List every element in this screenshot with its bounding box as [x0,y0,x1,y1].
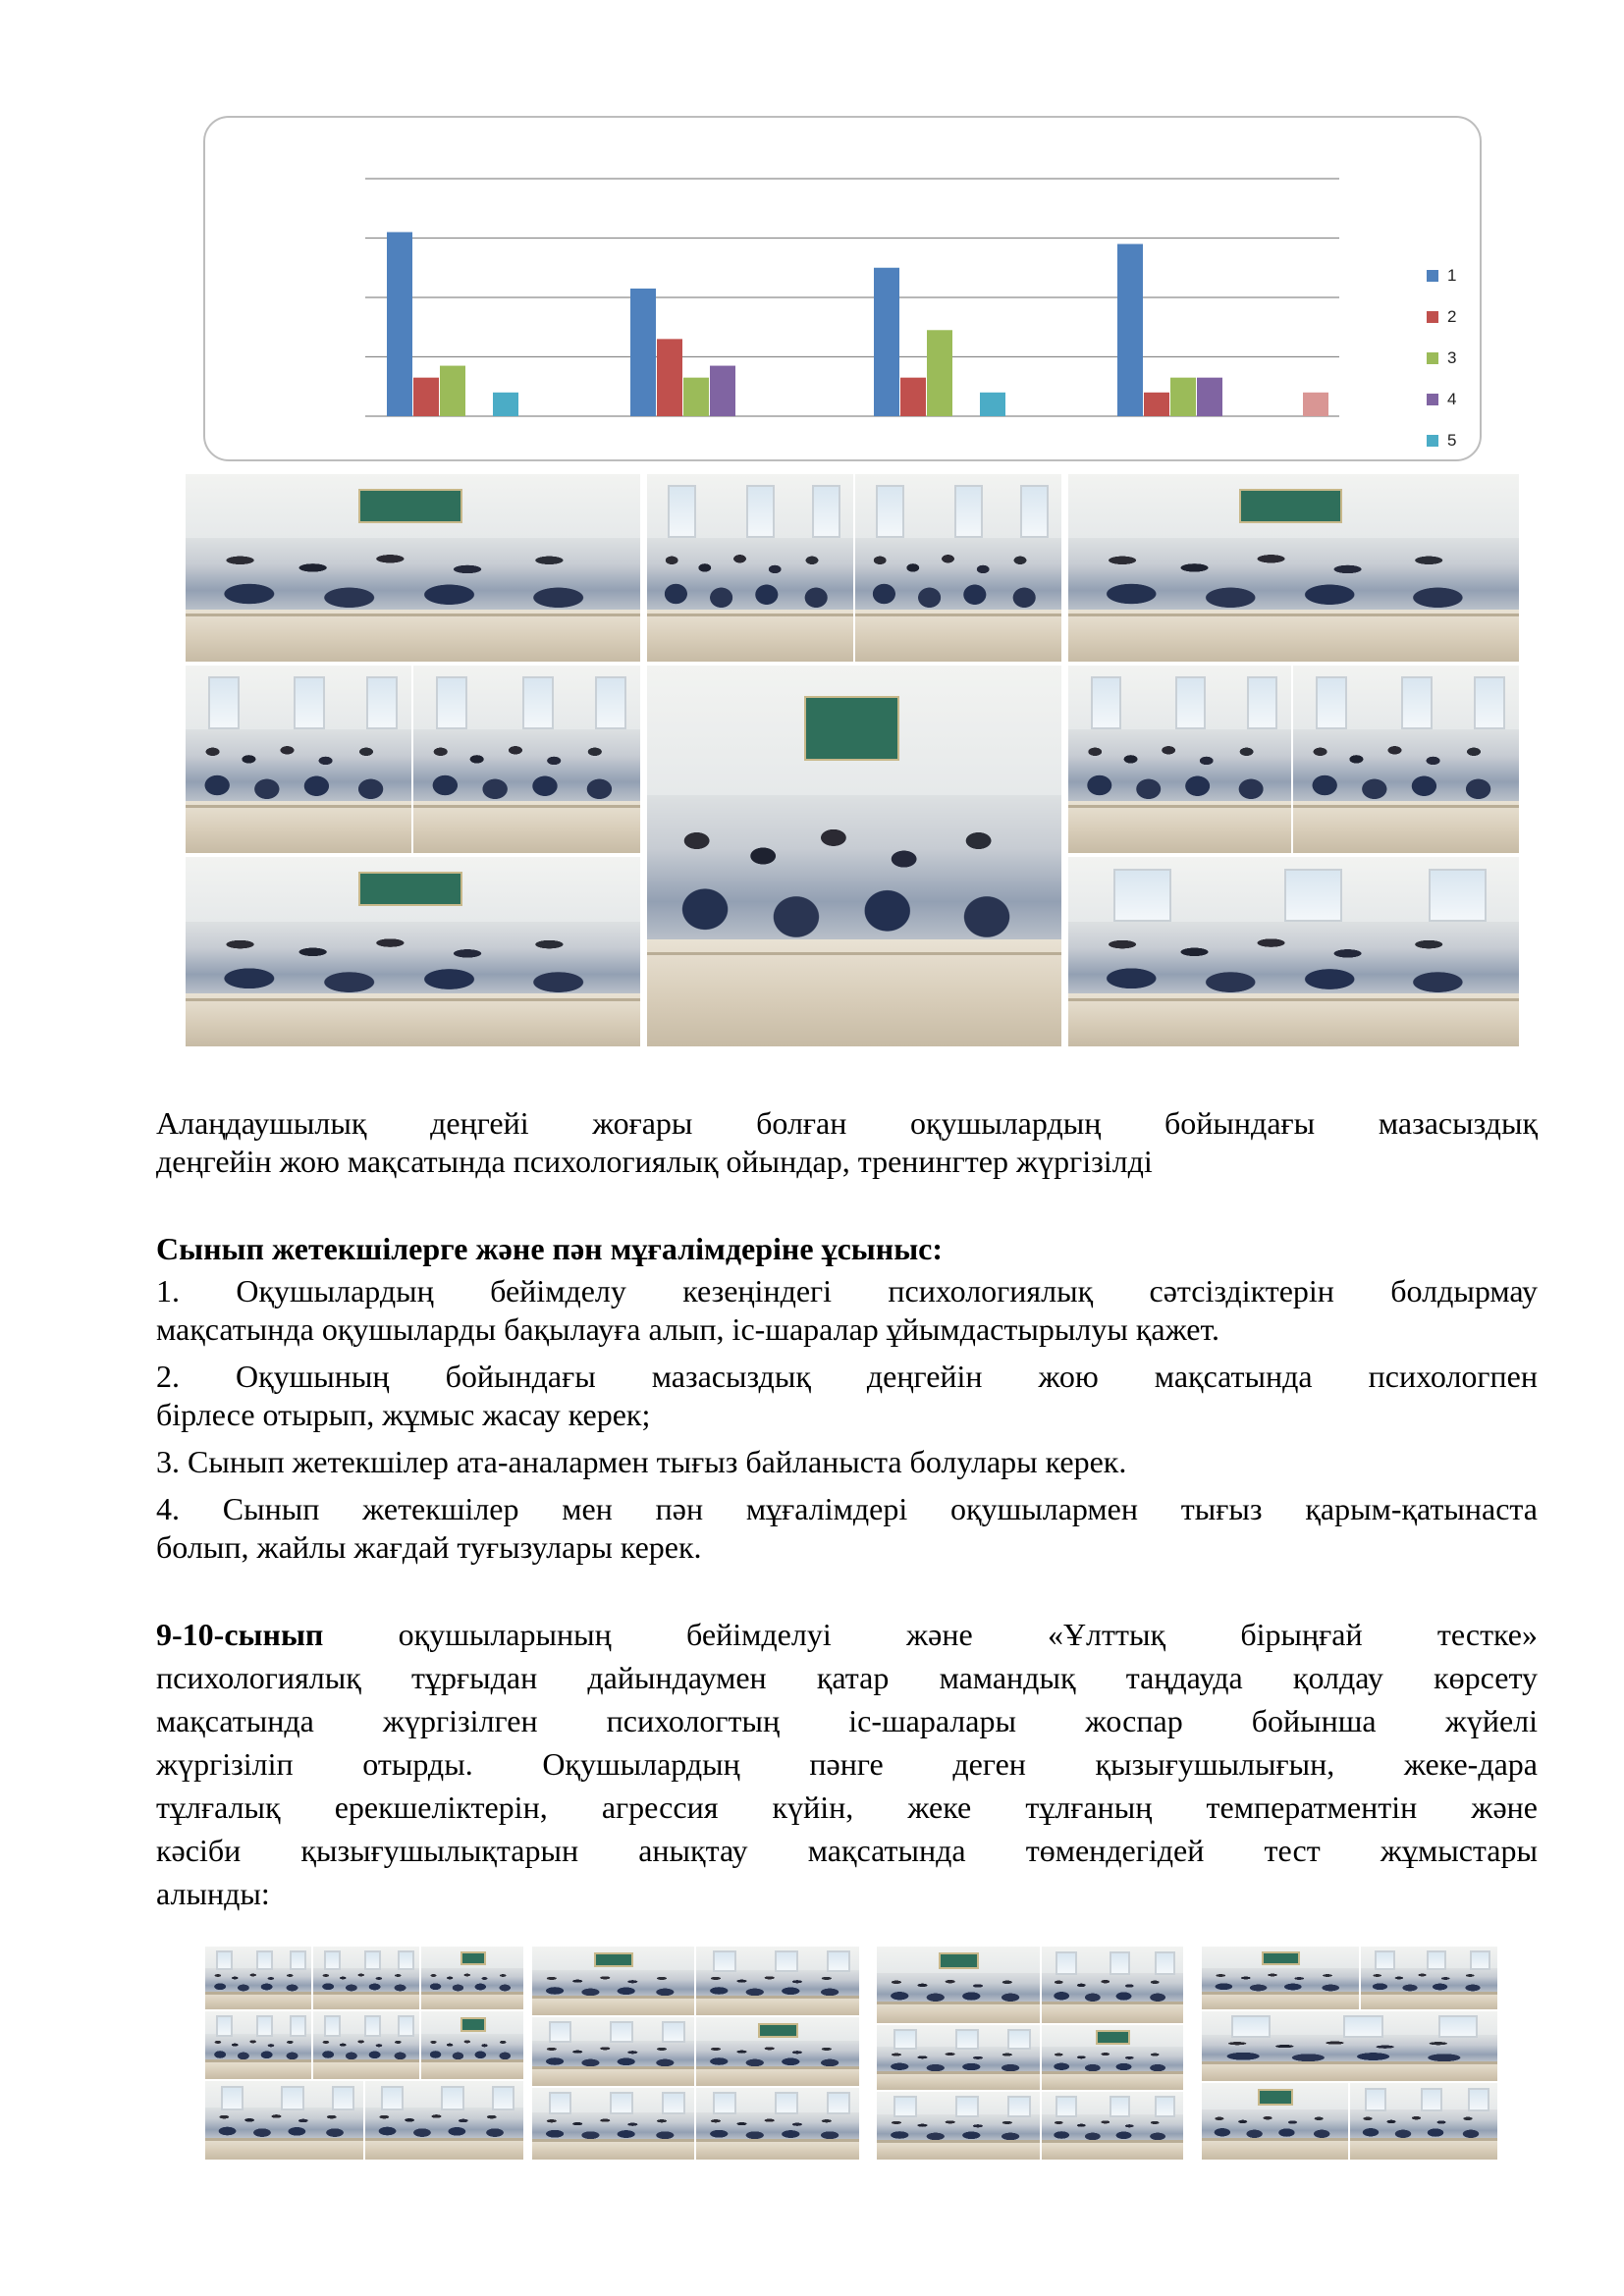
legend-swatch [1427,270,1438,282]
classroom-photo [1041,2024,1184,2091]
bar-series-1-cat-1 [387,232,412,416]
classroom-photo [695,2087,860,2161]
recommendation-item-2-line2: бірлесе отырып, жұмыс жасау керек; [156,1397,651,1432]
classroom-photo [646,665,1062,1047]
classroom-photo [531,2016,695,2087]
classroom-photo [1349,2082,1498,2161]
paragraph-grades-line5: тұлғалық ерекшеліктерін, агрессия күйін, жеке тұлғаның температментін және [156,1789,1538,1825]
classroom-photo [1067,665,1292,854]
bar-series-5-cat-3 [980,393,1005,416]
classroom-photo [412,665,641,854]
classroom-photo [854,473,1062,663]
bar-series-2-cat-3 [900,378,926,416]
legend-swatch [1427,311,1438,323]
paragraph-grades-line6: кәсіби қызығушылықтарын анықтау мақсатында төмендегідей тест жұмыстары [156,1833,1538,1868]
bar-chart [203,116,1482,461]
classroom-photo [204,2010,312,2080]
recommendations-heading: Сынып жетекшілерге және пән мұғалімдеріне ұсыныс: [156,1231,944,1266]
bar-series-2-cat-4 [1144,393,1169,416]
classroom-photo [420,1946,524,2010]
legend-swatch [1427,394,1438,405]
classroom-photo [876,1946,1041,2024]
legend-item-2 [1427,296,1486,338]
bar-series-2-cat-1 [413,378,439,416]
bar-series-8-cat-4 [1303,393,1328,416]
classroom-photo [420,2010,524,2080]
chart-plot [205,118,1484,463]
legend-label: 5 [1447,431,1457,450]
classroom-photo [204,2080,364,2161]
classroom-photo [364,2080,524,2161]
paragraph-grades-line3: мақсатында жүргізілген психологтың іс-шаралары жоспар бойынша жүйелі [156,1703,1538,1738]
bar-series-3-cat-3 [927,330,952,416]
legend-label: 2 [1447,307,1457,326]
legend-label: 1 [1447,266,1457,285]
bar-series-3-cat-1 [440,366,465,416]
paragraph-grades-line4: жүргізіліп отырды. Оқушылардың пәнге деген қызығушылығын, жеке-дара [156,1746,1538,1782]
classroom-photo [1201,2082,1349,2161]
classroom-photo [876,2024,1041,2091]
legend-item-5 [1427,420,1486,461]
classroom-photo [204,1946,312,2010]
classroom-photo [1067,473,1520,663]
legend-label: 3 [1447,348,1457,367]
classroom-photo [1067,856,1520,1047]
classroom-photo [1360,1946,1498,2010]
recommendation-item-3: 3. Сынып жетекшілер ата-аналармен тығыз байланыста болулары керек. [156,1444,1127,1479]
bar-series-1-cat-3 [874,268,899,416]
legend-swatch [1427,352,1438,364]
legend-item-4 [1427,379,1486,420]
recommendation-item-1-line1: 1. Оқушылардың бейімделу кезеңіндегі психологиялық сәтсіздіктерін болдырмау [156,1273,1538,1308]
classroom-photo [646,473,854,663]
classroom-photo [1292,665,1520,854]
classroom-photo [876,2091,1041,2161]
paragraph-anxiety-line2: деңгейін жою мақсатында психологиялық ойындар, тренингтер жүргізілді [156,1144,1153,1179]
paragraph-grades-line1: 9-10-сынып оқушыларының бейімделуі және «Ұлттық бірыңғай тестке» [156,1617,1538,1652]
classroom-photo [1041,1946,1184,2024]
grade-label: 9-10-сынып [156,1617,324,1652]
classroom-photo [1041,2091,1184,2161]
recommendation-item-2-line1: 2. Оқушының бойындағы мазасыздық деңгейін жою мақсатында психологпен [156,1359,1538,1394]
classroom-photo [695,2016,860,2087]
bar-series-3-cat-4 [1170,378,1196,416]
classroom-photo [531,1946,695,2016]
bar-series-5-cat-1 [493,393,518,416]
classroom-photo [312,2010,420,2080]
bar-series-1-cat-2 [630,289,656,416]
classroom-photo [1201,1946,1360,2010]
classroom-photo [185,856,641,1047]
recommendation-item-4-line1: 4. Сынып жетекшілер мен пән мұғалімдері оқушылармен тығыз қарым-қатынаста [156,1491,1538,1526]
paragraph-grades-line2: психологиялық тұрғыдан дайындаумен қатар мамандық таңдауда қолдау көрсету [156,1660,1538,1695]
bar-series-3-cat-2 [683,378,709,416]
legend-label: 4 [1447,390,1457,408]
classroom-photo [1201,2010,1498,2082]
classroom-photo [312,1946,420,2010]
bar-series-4-cat-2 [710,366,735,416]
paragraph-anxiety-line1: Алаңдаушылық деңгейі жоғары болған оқушылардың бойындағы мазасыздық [156,1105,1538,1141]
classroom-photo [531,2087,695,2161]
paragraph-grades-line7: алынды: [156,1876,270,1911]
recommendation-item-1-line2: мақсатында оқушыларды бақылауға алып, іс-шаралар ұйымдастырылуы қажет. [156,1311,1220,1347]
legend-item-3 [1427,338,1486,379]
bar-series-2-cat-2 [657,339,682,416]
legend-item-1 [1427,255,1486,296]
classroom-photo [185,665,412,854]
classroom-photo [695,1946,860,2016]
bar-series-1-cat-4 [1117,244,1143,416]
classroom-photo [185,473,641,663]
legend-swatch [1427,435,1438,447]
bar-series-4-cat-4 [1197,378,1222,416]
recommendation-item-4-line2: болып, жайлы жағдай туғызулары керек. [156,1529,702,1565]
